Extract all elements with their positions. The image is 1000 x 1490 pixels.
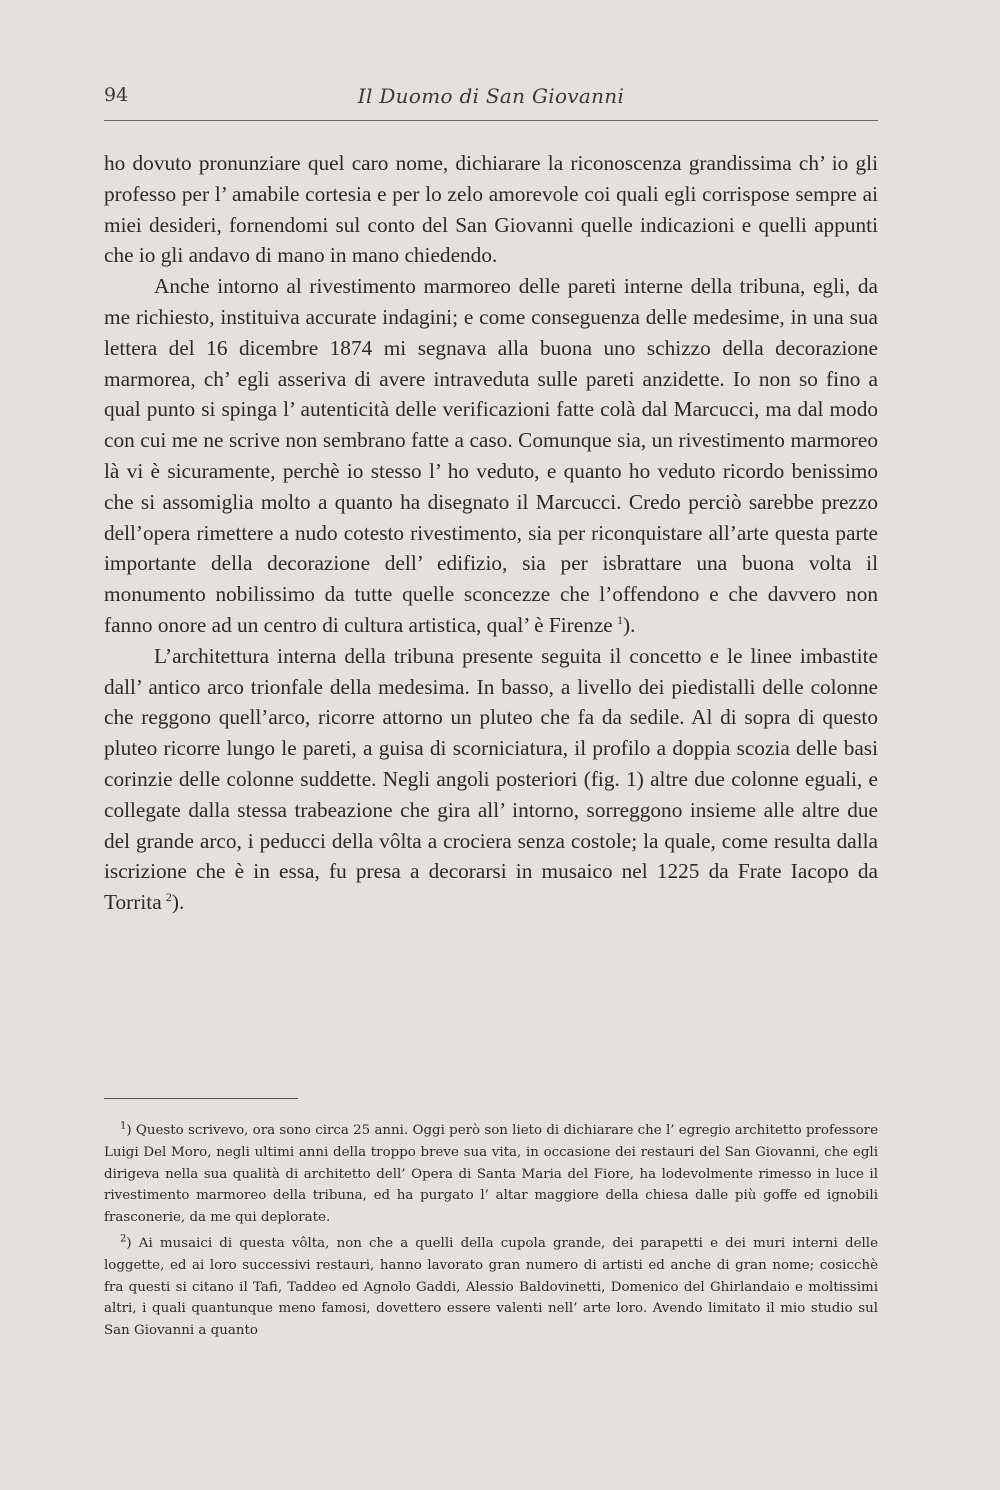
page-number: 94: [104, 84, 129, 106]
footnote-1-text: ) Questo scrivevo, ora sono circa 25 anni. Oggi però son lieto di dichiarare che l’ egregio architetto professore Luigi Del Moro, negli ultimi anni della troppo breve sua vita, in occasione dei restauri del San Giovanni, che egli dirigeva nella sua qualità di architetto dell’ Opera di Santa Maria del Fiore, ha lodevolmente rimesso in luce il rivestimento marmoreo della tribuna, ed ha purgato l’ altar maggiore della chiesa dalle più goffe ed ignobili frasconerie, da me qui deplorate.: [104, 1123, 878, 1226]
footnote-separator: [104, 1098, 298, 1099]
paragraph-2-text: Anche intorno al rivestimento marmoreo delle pareti interne della tribuna, egli, da me richiesto, instituiva accurate indagini; e come conseguenza delle medesime, in una sua lettera del 16 dicembre 1874 mi segnava alla buona uno schizzo della decorazione marmorea, ch’ egli asseriva di avere intraveduta sulle pareti anzidette. Io non so fino a qual punto si spinga l’ autenticità delle verificazioni fatte colà dal Marcucci, ma dal modo con cui me ne scrive non sembrano fatte a caso. Comunque sia, un rivestimento marmoreo là vi è sicuramente, perchè io stesso l’ ho veduto, e quanto ho veduto ricordo benissimo che si assomiglia molto a quanto ha disegnato il Marcucci. Credo perciò sarebbe prezzo dell’opera rimettere a nudo cotesto rivestimento, sia per riconquistare all’arte questa parte importante della decorazione dell’ edifizio, sia per isbrattare una buona volta il monumento nobilissimo da tutte quelle sconcezze che l’offendono e che davvero non fanno onore ad un centro di cultura artistica, qual’ è Firenze: [104, 274, 878, 637]
running-title: Il Duomo di San Giovanni: [357, 84, 625, 108]
footnote-2-mark: 2: [120, 1233, 127, 1245]
main-text: [104, 148, 878, 918]
paragraph-1-text: ho dovuto pronunziare quel caro nome, dichiarare la riconoscenza grandissima ch’ io gli professo per l’ amabile cortesia e per lo zelo amorevole coi quali egli corrispose sempre ai miei desideri, fornendomi sul conto del San Giovanni quelle indicazioni e quelli appunti che io gli andavo di mano in mano chiedendo.: [104, 151, 878, 268]
footnote-2: [104, 1233, 878, 1342]
paragraph-3-text: L’architettura interna della tribuna presente seguita il concetto e le linee imbastite dall’ antico arco trionfale della medesima. In basso, a livello dei piedistalli delle colonne che reggono quell’arco, ricorre attorno un pluteo che fa da sedile. Al di sopra di questo pluteo ricorre lungo le pareti, a guisa di scorniciatura, il profilo a doppia scozia delle basi corinzie delle colonne suddette. Negli angoli posteriori (fig. 1) altre due colonne eguali, e collegate dalla stessa trabeazione che gira all’ intorno, sorreggono insieme alle altre due del grande arco, i peducci della vôlta a crociera senza costole; la quale, come resulta dalla iscrizione che è in essa, fu presa a decorarsi in musaico nel 1225 da Frate Iacopo da Torrita: [104, 643, 878, 915]
paragraph-3-end: ).: [171, 890, 185, 915]
paragraph-2: [104, 271, 878, 641]
footnote-1-mark: 1: [120, 1120, 127, 1132]
footnote-ref-1: 1: [617, 612, 624, 627]
footnote-2-text: ) Ai musaici di questa vôlta, non che a quelli della cupola grande, dei parapetti e dei muri interni delle loggette, ed ai loro successivi restauri, hanno lavorato gran numero di artisti ed anche di gran nome; cosicchè fra questi si citano il Tafi, Taddeo ed Agnolo Gaddi, Alessio Baldovinetti, Domenico del Ghirlandaio e moltissimi altri, i quali quantunque meno famosi, dovettero essere valenti nell’ arte loro. Avendo limitato il mio studio sul San Giovanni a quanto: [104, 1235, 878, 1339]
paragraph-3: [104, 641, 878, 918]
footnote-1: [104, 1120, 878, 1229]
paragraph-2-end: ).: [623, 612, 636, 637]
paragraph-1: [104, 148, 878, 271]
footnote-ref-2: 2: [165, 890, 172, 905]
page-header: [104, 84, 878, 121]
footnotes: [104, 1120, 878, 1346]
